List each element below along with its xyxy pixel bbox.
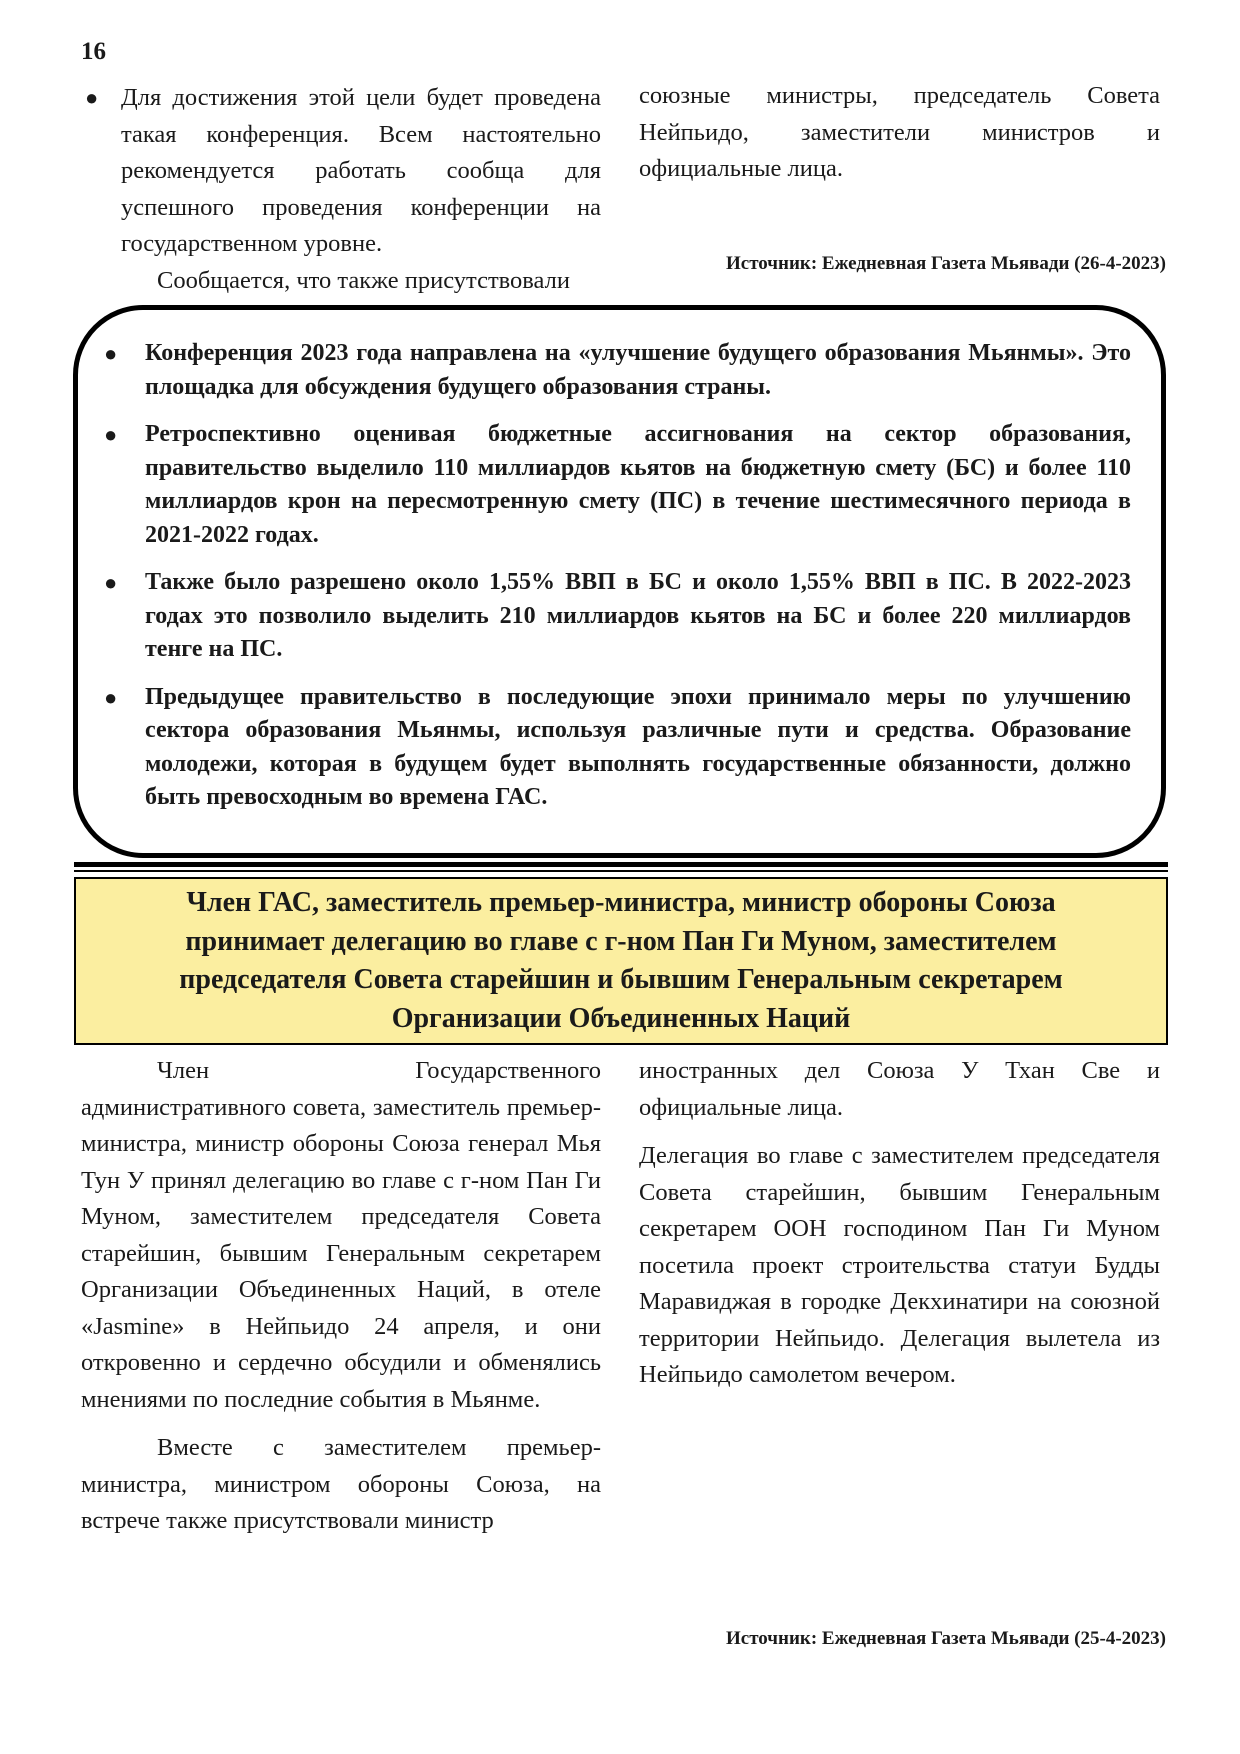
article-right-column <box>639 1053 1160 1394</box>
article-paragraph: иностранных дел Союза У Тхан Све и официальные лица. <box>639 1057 1160 1121</box>
page-number: 16 <box>81 38 106 65</box>
article-paragraph: Делегация во главе с заместителем председателя Совета старейшин, бывшим Генеральным секретарем ООН господином Пан Ги Муном посетила проект строительства статуи Будды Маравиджая в городке Декхинатири на союзной территории Нейпьидо. Делегация вылетела из Нейпьидо самолетом вечером. <box>639 1142 1160 1388</box>
top-right-column <box>639 78 1160 188</box>
source-citation-bottom: Источник: Ежедневная Газета Мьявади (25-4-2023) <box>726 1628 1166 1649</box>
bullet-icon: ● <box>104 422 118 447</box>
summary-list <box>78 310 1161 815</box>
section-divider <box>74 862 1168 867</box>
article-paragraph: Член Государственного административного совета, заместитель премьер-министра, министр обороны Союза генерал Мья Тун У принял делегацию во главе с г-ном Пан Ги Муном, заместителем председателя Совета старейшин, бывшим Генеральным секретарем Организации Объединенных Наций, в отеле «Jasmine» в Нейпьидо 24 апреля, и они откровенно и сердечно обсудили и обменялись мнениями по последние события в Мьянме. <box>81 1057 601 1413</box>
top-left-column <box>81 80 601 299</box>
list-item <box>102 566 1131 667</box>
article-headline <box>74 877 1168 1045</box>
top-left-paragraph: Сообщается, что также присутствовали <box>157 266 570 294</box>
bullet-icon: ● <box>104 570 118 595</box>
bullet-icon: ● <box>104 684 118 710</box>
top-left-bullet-text: Для достижения этой цели будет проведена такая конференция. Всем настоятельно рекомендуется работать сообща для успешного проведения конференции на государственном уровне. <box>121 84 601 257</box>
list-item <box>102 418 1131 552</box>
summary-box <box>73 305 1166 858</box>
summary-item-text: Конференция 2023 года направлена на «улучшение будущего образования Мьянмы». Это площадка для обсуждения будущего образования страны. <box>145 340 1131 400</box>
bullet-icon: ● <box>85 85 99 110</box>
summary-item-text: Предыдущее правительство в последующие эпохи принимало меры по улучшению сектора образования Мьянмы, используя различные пути и средства. Образование молодежи, которая в будущем будет выполнять государственные обязанности, должно быть превосходным во времена ГАС. <box>145 683 1131 810</box>
headline-text: Член ГАС, заместитель премьер-министра, министр обороны Союза принимает делегацию во главе с г-ном Пан Ги Муном, заместителем председателя Совета старейшин и бывшим Генеральным секретарем Организации Объединенных Наций <box>179 887 1063 1034</box>
bullet-icon: ● <box>104 341 118 366</box>
source-citation-top: Источник: Ежедневная Газета Мьявади (26-4-2023) <box>726 253 1166 274</box>
article-paragraph: Вместе с заместителем премьер-министра, министром обороны Союза, на встрече также присутствовали министр <box>81 1434 601 1534</box>
summary-item-text: Ретроспективно оценивая бюджетные ассигнования на сектор образования, правительство выделило 110 миллиардов кьятов на бюджетную смету (БС) и более 110 миллиардов крон на пересмотренную смету (ПС) в течение шестимесячного периода в 2021-2022 годах. <box>145 421 1131 548</box>
top-right-paragraph: союзные министры, председатель Совета Нейпьидо, заместители министров и официальные лица. <box>639 82 1160 182</box>
article-left-column <box>81 1053 601 1540</box>
list-item <box>102 337 1131 404</box>
summary-item-text: Также было разрешено около 1,55% ВВП в БС и около 1,55% ВВП в ПС. В 2022-2023 годах это позволило выделить 210 миллиардов кьятов на БС и более 220 миллиардов тенге на ПС. <box>145 569 1131 662</box>
section-divider-thin <box>74 870 1168 872</box>
list-item <box>102 681 1131 815</box>
list-item <box>81 80 601 263</box>
top-bullet-list <box>81 80 601 263</box>
